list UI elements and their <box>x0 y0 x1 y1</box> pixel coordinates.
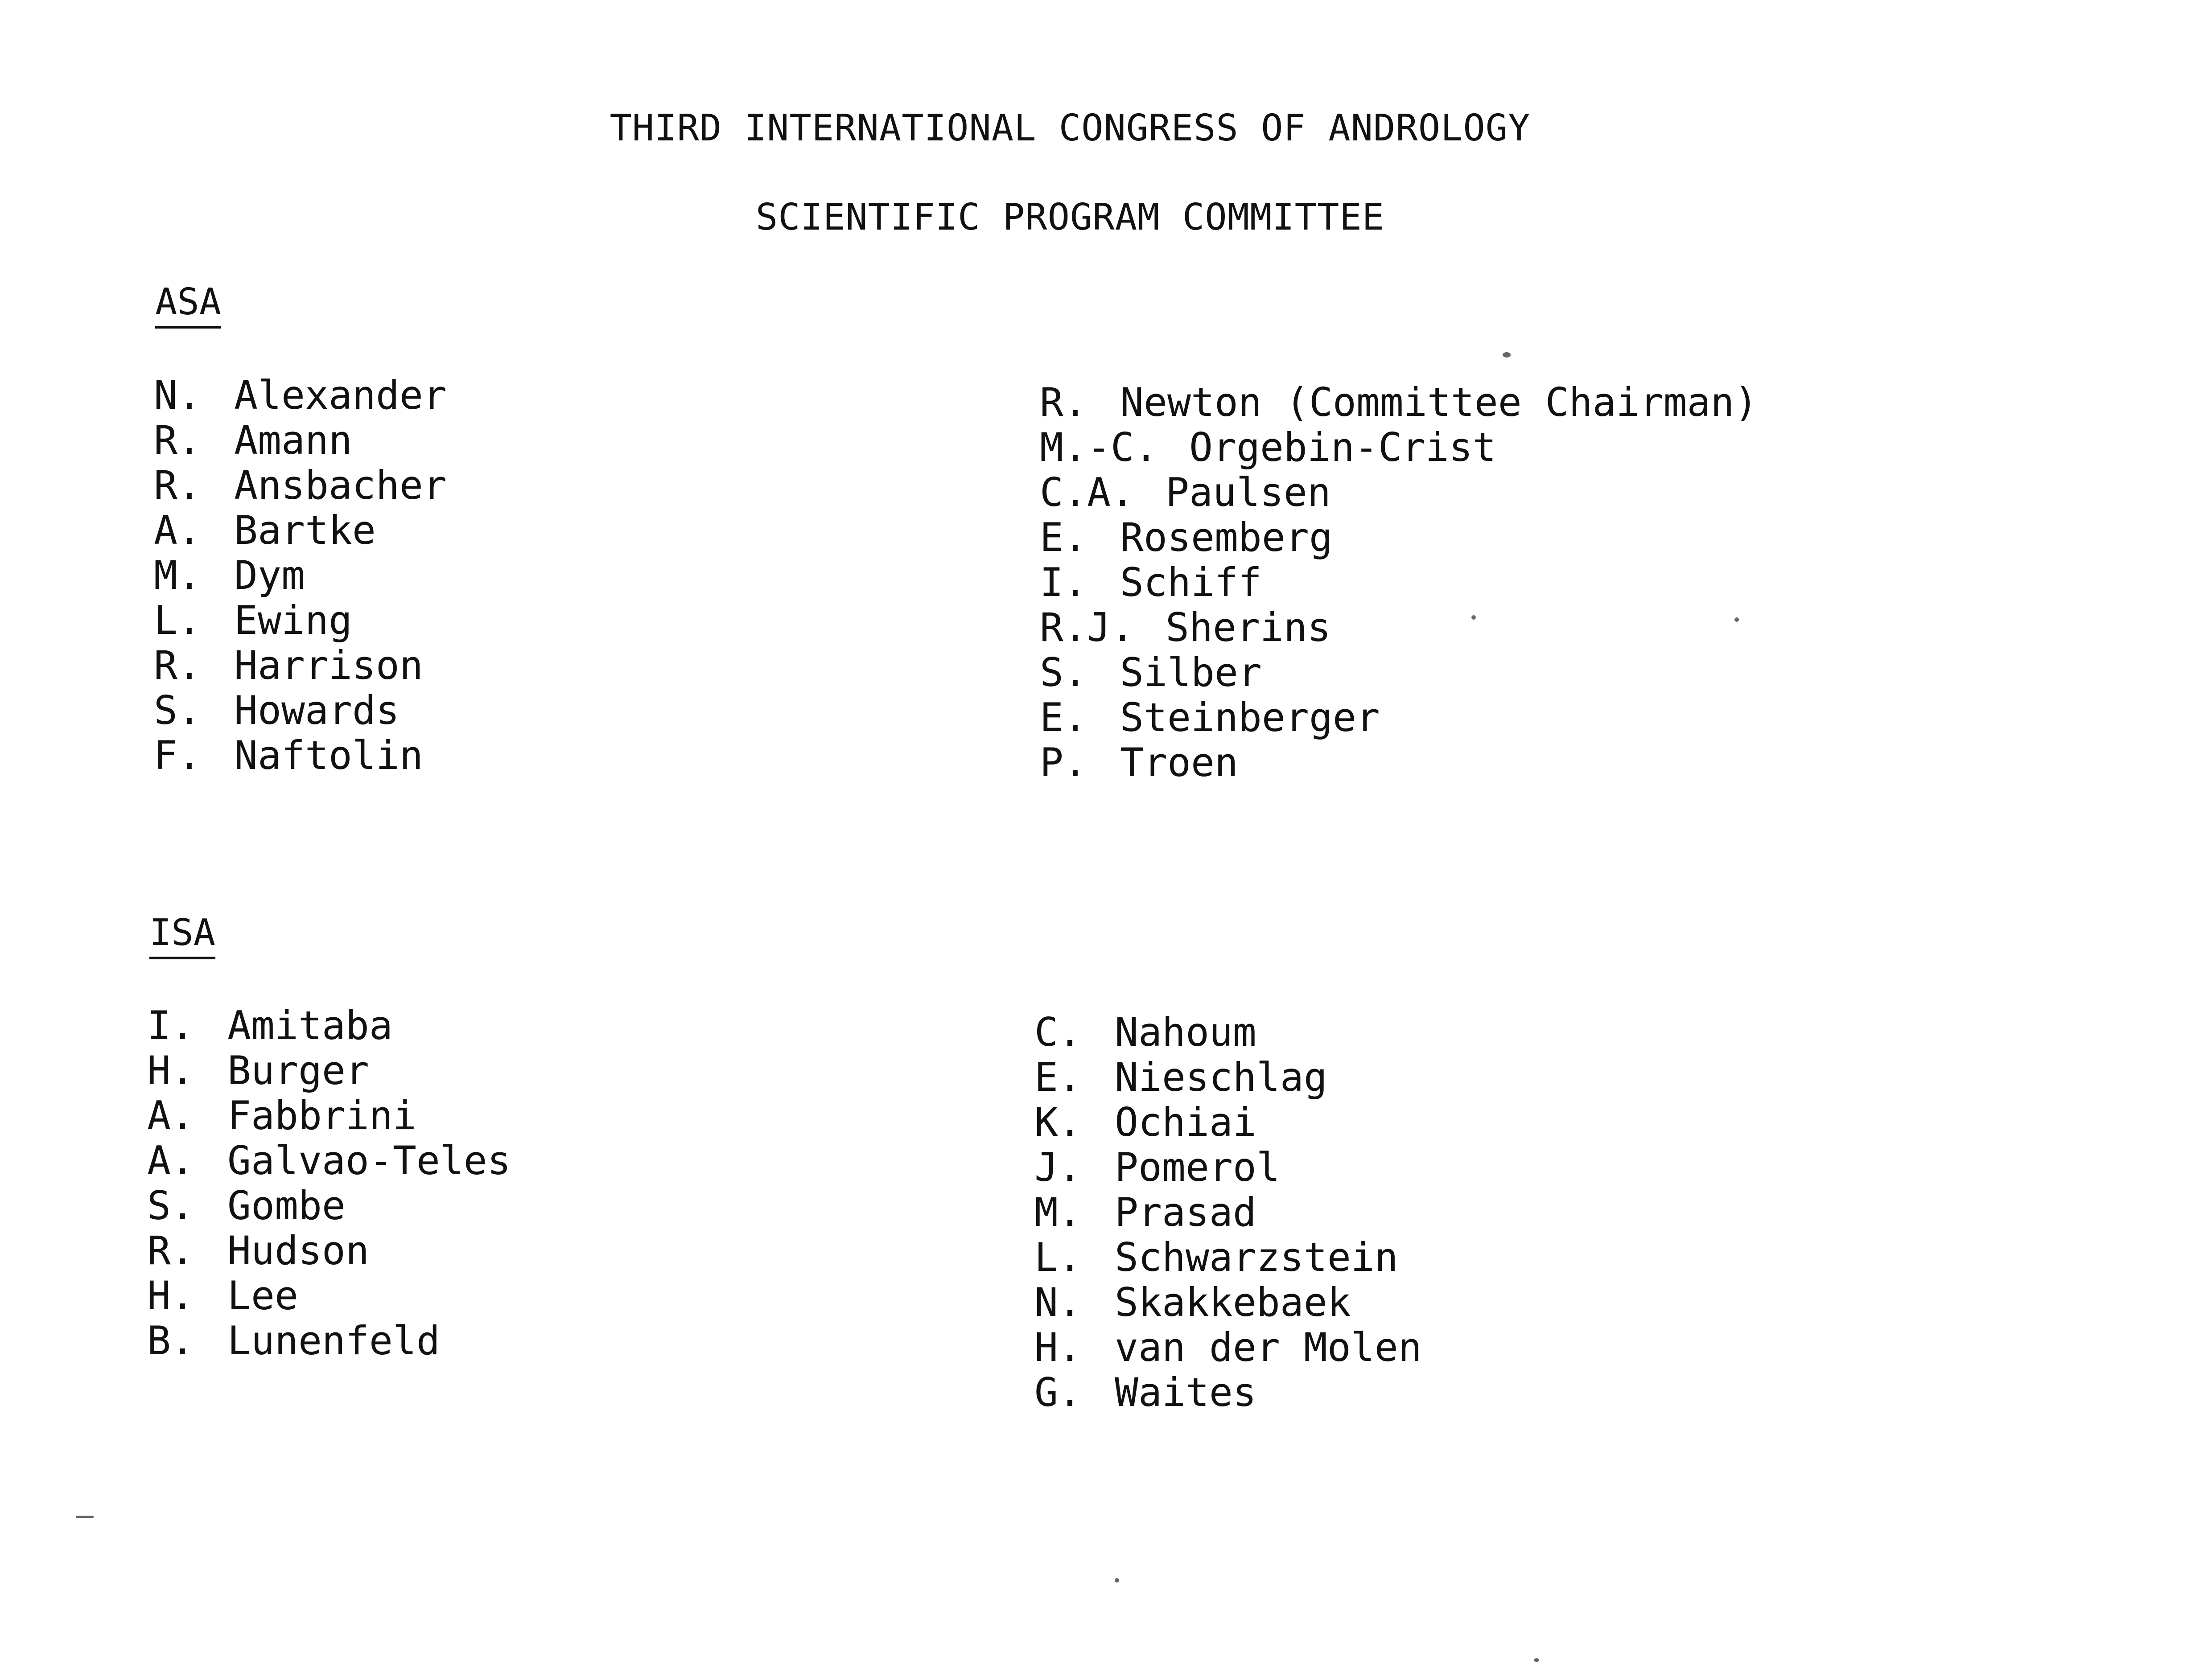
scan-speck <box>1503 352 1511 358</box>
member-name: Lee <box>227 1273 298 1319</box>
committee-member <box>1034 1010 1422 1055</box>
member-name: Silber <box>1120 650 1262 695</box>
member-name: Sherins <box>1166 604 1331 650</box>
member-initials: A. <box>154 507 201 553</box>
document-subtitle: SCIENTIFIC PROGRAM COMMITTEE <box>755 196 1385 238</box>
committee-member <box>154 688 447 733</box>
member-name: Pomerol <box>1115 1144 1280 1190</box>
member-initials: L. <box>154 597 201 643</box>
member-name: Ewing <box>234 597 352 643</box>
committee-member <box>147 1273 511 1318</box>
member-initials: E. <box>1034 1054 1082 1100</box>
committee-member <box>147 1318 511 1363</box>
member-initials: H. <box>1034 1324 1082 1370</box>
committee-member <box>1040 380 1758 425</box>
member-initials: R. <box>154 462 201 508</box>
committee-member <box>154 553 447 598</box>
scan-speck <box>1534 1658 1539 1662</box>
member-name: Newton (Committee Chairman) <box>1120 379 1758 425</box>
member-name: Steinberger <box>1120 695 1380 740</box>
member-initials: R. <box>154 642 201 688</box>
committee-member <box>147 1093 511 1138</box>
committee-member <box>154 643 447 688</box>
committee-member <box>1034 1370 1422 1415</box>
scan-speck <box>1471 615 1476 620</box>
member-initials: C.A. <box>1040 469 1134 515</box>
member-name: Skakkebaek <box>1115 1279 1351 1325</box>
document-title: THIRD INTERNATIONAL CONGRESS OF ANDROLOGY <box>610 107 1531 149</box>
member-initials: B. <box>147 1318 194 1364</box>
member-initials: M.-C. <box>1040 424 1158 470</box>
committee-member <box>1034 1190 1422 1235</box>
member-name: Naftolin <box>234 732 423 778</box>
member-name: Schwarzstein <box>1115 1234 1398 1280</box>
member-initials: H. <box>147 1048 194 1093</box>
asa-member-list-left <box>154 373 447 778</box>
member-initials: H. <box>147 1273 194 1319</box>
member-name: Lunenfeld <box>227 1318 440 1364</box>
member-initials: L. <box>1034 1234 1082 1280</box>
scan-speck <box>1115 1578 1119 1583</box>
committee-member <box>1040 695 1758 740</box>
committee-member <box>1040 425 1758 470</box>
member-name: Gombe <box>227 1183 346 1229</box>
committee-member <box>147 1183 511 1228</box>
member-name: Galvao-Teles <box>227 1138 511 1184</box>
member-name: Orgebin-Crist <box>1189 424 1496 470</box>
isa-member-list-left <box>147 1003 511 1363</box>
member-initials: R. <box>147 1228 194 1274</box>
member-initials: M. <box>154 552 201 598</box>
committee-member <box>1034 1100 1422 1145</box>
member-initials: A. <box>147 1093 194 1139</box>
committee-member <box>147 1048 511 1093</box>
committee-member <box>154 418 447 463</box>
committee-member <box>1034 1280 1422 1325</box>
committee-member <box>154 373 447 418</box>
member-name: van der Molen <box>1115 1324 1422 1370</box>
member-name: Alexander <box>234 372 447 418</box>
isa-member-list-right <box>1034 1010 1422 1415</box>
asa-member-list-right <box>1040 380 1758 785</box>
committee-member <box>1040 560 1758 605</box>
member-name: Paulsen <box>1166 469 1331 515</box>
committee-member <box>1034 1145 1422 1190</box>
member-initials: N. <box>1034 1279 1082 1325</box>
member-initials: P. <box>1040 740 1087 785</box>
member-initials: G. <box>1034 1369 1082 1415</box>
member-initials: S. <box>154 687 201 733</box>
member-initials: K. <box>1034 1099 1082 1145</box>
member-name: Troen <box>1120 740 1238 785</box>
member-initials: E. <box>1040 695 1087 740</box>
committee-member <box>154 508 447 553</box>
member-name: Nahoum <box>1115 1009 1256 1055</box>
committee-member <box>1034 1055 1422 1100</box>
member-name: Ansbacher <box>234 462 447 508</box>
scan-speck <box>76 1516 94 1518</box>
member-initials: I. <box>147 1003 194 1048</box>
member-name: Howards <box>234 687 400 733</box>
member-initials: I. <box>1040 559 1087 605</box>
member-name: Nieschlag <box>1115 1054 1327 1100</box>
committee-member <box>1034 1235 1422 1280</box>
scan-speck <box>1734 617 1739 622</box>
committee-member <box>1040 515 1758 560</box>
committee-member <box>147 1138 511 1183</box>
member-name: Burger <box>227 1048 369 1093</box>
member-name: Prasad <box>1115 1189 1256 1235</box>
member-initials: R.J. <box>1040 604 1134 650</box>
member-name: Schiff <box>1120 559 1262 605</box>
committee-member <box>1040 740 1758 785</box>
member-initials: A. <box>147 1138 194 1184</box>
committee-member <box>147 1003 511 1048</box>
member-name: Hudson <box>227 1228 369 1274</box>
member-initials: J. <box>1034 1144 1082 1190</box>
isa-section-heading: ISA <box>149 912 216 954</box>
member-name: Rosemberg <box>1120 514 1333 560</box>
member-name: Dym <box>234 552 305 598</box>
member-name: Bartke <box>234 507 376 553</box>
member-initials: N. <box>154 372 201 418</box>
committee-member <box>1040 650 1758 695</box>
member-name: Ochiai <box>1115 1099 1256 1145</box>
member-name: Harrison <box>234 642 423 688</box>
committee-member <box>1040 605 1758 650</box>
committee-member <box>154 733 447 778</box>
member-name: Fabbrini <box>227 1093 416 1139</box>
member-name: Amitaba <box>227 1003 393 1048</box>
committee-member <box>154 463 447 508</box>
committee-member <box>1040 470 1758 515</box>
member-name: Amann <box>234 417 352 463</box>
asa-section-heading: ASA <box>155 281 222 323</box>
member-initials: M. <box>1034 1189 1082 1235</box>
member-name: Waites <box>1115 1369 1256 1415</box>
committee-member <box>1034 1325 1422 1370</box>
committee-member <box>147 1228 511 1273</box>
member-initials: S. <box>1040 650 1087 695</box>
member-initials: S. <box>147 1183 194 1229</box>
committee-member <box>154 598 447 643</box>
member-initials: R. <box>154 417 201 463</box>
member-initials: C. <box>1034 1009 1082 1055</box>
member-initials: E. <box>1040 514 1087 560</box>
member-initials: R. <box>1040 379 1087 425</box>
member-initials: F. <box>154 732 201 778</box>
